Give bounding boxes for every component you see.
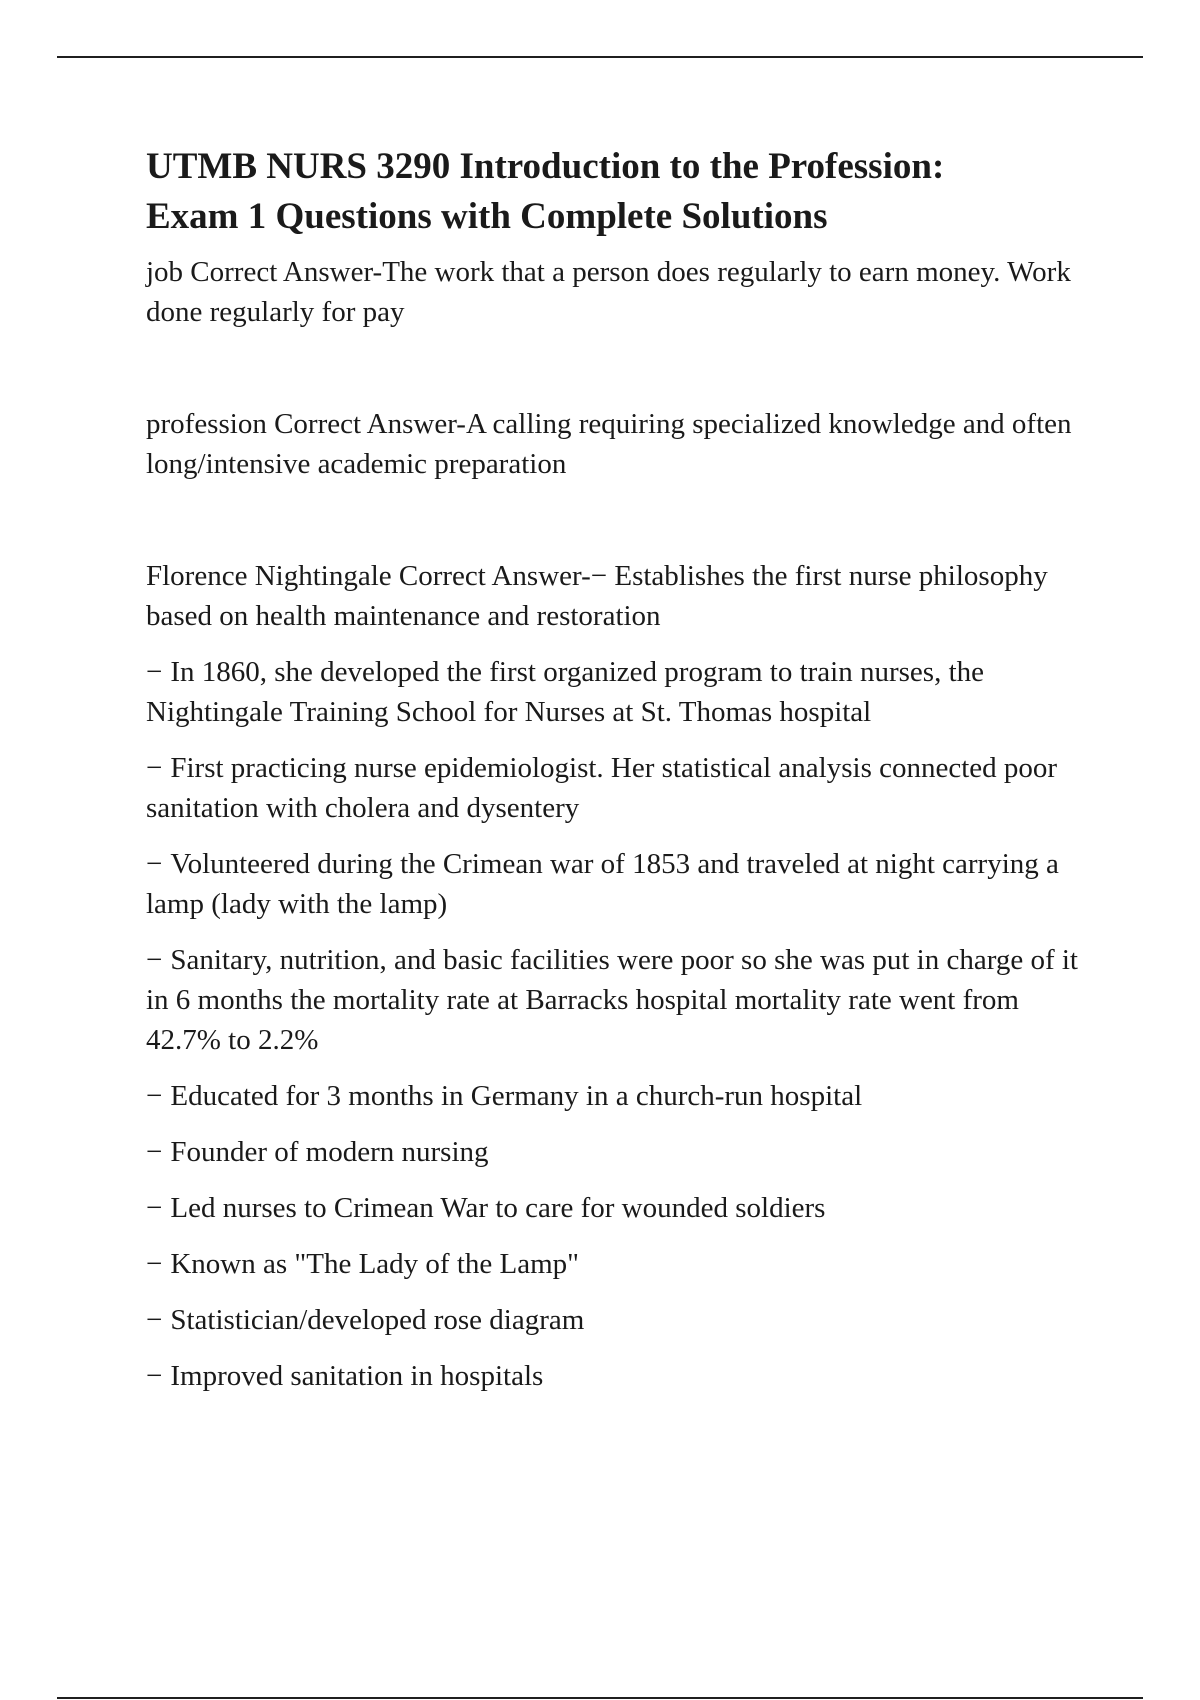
list-item-text: Educated for 3 months in Germany in a church-run hospital <box>170 1080 863 1112</box>
list-item-text: Known as "The Lady of the Lamp" <box>170 1248 579 1280</box>
list-item <box>146 940 1086 1060</box>
list-item <box>146 1356 1086 1396</box>
list-item-text: Volunteered during the Crimean war of 1853 and traveled at night carrying a lamp (lady with the lamp) <box>146 848 1059 920</box>
list-item <box>146 1076 1086 1116</box>
dash-bullet: − <box>146 1304 163 1336</box>
qa-profession: profession Correct Answer-A calling requiring specialized knowledge and often long/intensive academic preparation <box>146 408 1072 480</box>
list-item-text: In 1860, she developed the first organized program to train nurses, the Nightingale Training School for Nurses at St. Thomas hospital <box>146 656 985 728</box>
qa-florence-nightingale: Florence Nightingale Correct Answer-− Establishes the first nurse philosophy based on health maintenance and restoration <box>146 560 1048 632</box>
dash-bullet: − <box>146 1248 163 1280</box>
dash-bullet: − <box>146 656 163 688</box>
list-item-text: First practicing nurse epidemiologist. Her statistical analysis connected poor sanitation with cholera and dysentery <box>146 752 1058 824</box>
dash-bullet: − <box>146 1192 163 1224</box>
list-item-text: Founder of modern nursing <box>170 1136 489 1168</box>
list-item-text: Statistician/developed rose diagram <box>170 1304 585 1336</box>
dash-bullet: − <box>146 944 163 976</box>
dash-bullet: − <box>146 1080 163 1112</box>
dash-bullet: − <box>146 1360 163 1392</box>
document-body <box>146 142 1086 1396</box>
dash-bullet: − <box>146 752 163 784</box>
list-item-text: Led nurses to Crimean War to care for wounded soldiers <box>170 1192 826 1224</box>
title-line-1: UTMB NURS 3290 Introduction to the Profession: <box>146 146 945 187</box>
list-item <box>146 652 1086 732</box>
document-title <box>146 142 1086 242</box>
dash-bullet: − <box>146 1136 163 1168</box>
qa-job: job Correct Answer-The work that a person does regularly to earn money. Work done regularly for pay <box>146 256 1071 328</box>
list-item-text: Improved sanitation in hospitals <box>170 1360 544 1392</box>
list-item-text: Sanitary, nutrition, and basic facilities were poor so she was put in charge of it in 6 months the mortality rate at Barracks hospital mortality rate went from 42.7% to 2.2% <box>146 944 1078 1056</box>
list-item <box>146 1300 1086 1340</box>
dash-bullet: − <box>146 848 163 880</box>
title-line-2: Exam 1 Questions with Complete Solutions <box>146 196 828 237</box>
list-item <box>146 1132 1086 1172</box>
top-divider <box>57 56 1143 58</box>
list-item <box>146 1188 1086 1228</box>
list-item <box>146 844 1086 924</box>
list-item <box>146 1244 1086 1284</box>
bottom-divider <box>57 1697 1143 1699</box>
list-item <box>146 748 1086 828</box>
